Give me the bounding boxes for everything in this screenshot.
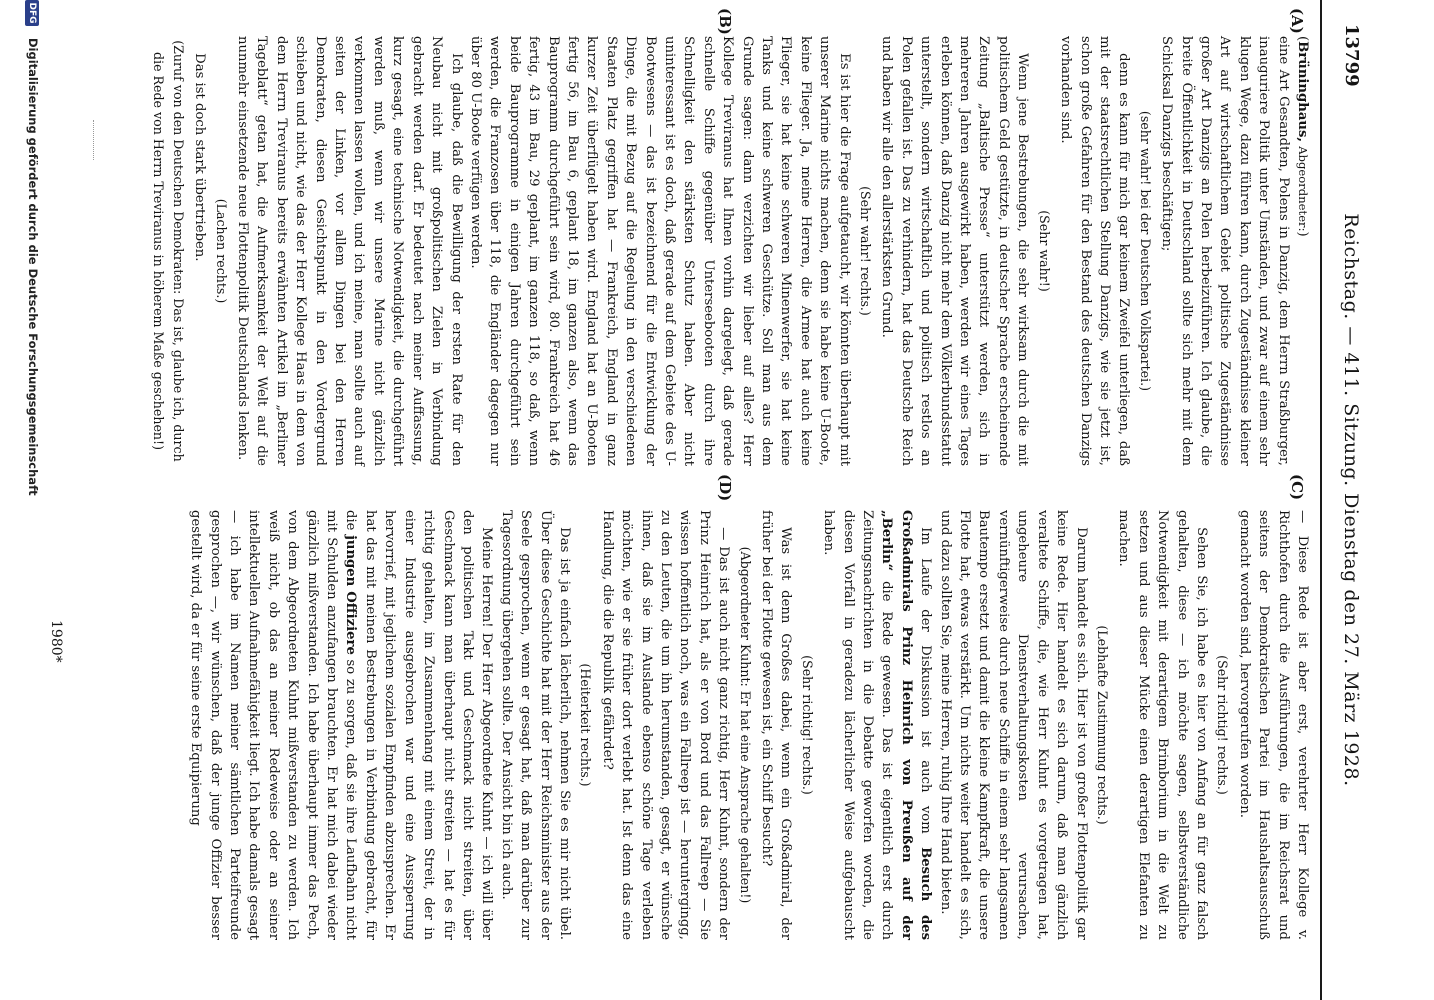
interjection: (Heiterkeit rechts.) (578, 663, 594, 787)
interjection: (Lachen rechts.) (213, 198, 229, 304)
paragraph: Ich glaube, daß die Bewilligung der ersten Rate für den Neubau nicht mit großpolitischen Zielen in Verbindung gebracht werden darf. Er bedeutet nach meiner Auffassung, kurz gesagt, eine technische Notwendigkeit, die durchgeführt werden muß, wenn wir unsere Marine nicht gänzlich verkommen lassen wollen, und ich meine, man sollte auch auf seiten der Linken, vor allem Dingen bei den Herren Demokraten, diesen Gesichtspunkt in den Vordergrund schieben und nicht, wie das der Herr Kollege Haas in dem von dem Herrn Treviranus bereits erwähnten Artikel im „Berliner Tageblatt“ getan hat, die Aufmerksamkeit der Welt auf die nunmehr einsetzende neue Flottenpolitik Deutschlands lenken. (235, 36, 464, 466)
paragraph: Im Laufe der Diskussion ist auch vom Besuch des Großadmirals Prinz Heinrich von Preußen auf der „Berlin“ die Rede gewesen. Das ist eigentlich erst durch Zeitungsnachrichten in die Debatte geworfen worden, die diesen Vorfall in geradezu lächerlicher Weise aufgebauscht haben. (821, 510, 934, 940)
paragraph: Was ist denn Großes dabei, wenn ein Großadmiral, der früher bei der Flotte gewesen ist, ein Schiff besucht? (759, 510, 794, 940)
margin-letter-c: (C) (1288, 474, 1306, 501)
page-number: 13799 (1341, 24, 1362, 87)
sheet-mark: 1980* (48, 620, 64, 663)
right-column (186, 510, 1312, 940)
paragraph: — Diese Rede ist aber erst, verehrter Herr Kollege v. Richthofen durch die Ausführungen, die im Reichsrat und seitens der Demokratischen Partei im Haushaltsausschuß gemacht worden sind, hervorgerufen worden. (1236, 510, 1310, 940)
interjection: (Sehr wahr!) (1036, 210, 1052, 292)
paragraph: Darum handelt es sich. Hier ist von großer Flottenpolitik gar keine Rede. Hier handelt es sich darum, daß man gänzlich veraltete Schiffe, die, wie Herr Kuhnt es vorgetragen hat, ungeheure Dienstverhaltungskosten verursachen, vernünftigerweise durch neue Schiffe in einem sehr langsamen Bautempo ersetzt und damit die kleine Kampfkraft, die unsere Flotte hat, etwas verstärkt. Um nichts weiter handelt es sich, und dazu sollten Sie, meine Herren, ruhig Ihre Hand bieten. (937, 510, 1089, 940)
interjection: (Sehr richtig! rechts.) (1215, 655, 1231, 795)
interjection: (Zuruf von den Deutschen Demokraten: Das ist, glaube ich, durch die Rede von Herrn Treviranus in höherem Maße geschehen!) (151, 40, 186, 462)
margin-letter-b: (B) (716, 8, 734, 35)
speaker-name: Brüninghaus, (1295, 41, 1310, 142)
interjection: (Sehr richtig! rechts.) (799, 655, 815, 795)
speaker-line: (Brüninghaus, Abgeordneter:) (1295, 36, 1310, 237)
interjection: (Lebhafte Zustimmung rechts.) (1094, 625, 1110, 825)
digitization-credit-text: Digitalisierung gefördert durch die Deutsche Forschungsgemeinschaft (26, 38, 40, 496)
emphasis: jungen Offiziere (343, 535, 359, 655)
paragraph: Es ist hier die Frage aufgetaucht, wir könnten überhaupt mit unserer Marine nichts machen, denn sie habe keine U-Boote, keine Flieger. Ja, meine Herren, die Armee hat auch keine Flieger, sie hat keine schweren Minenwerfer, sie hat keine Tanks und keine schweren Geschütze. Soll man aus dem Grunde sagen: dann verzichten wir lieber auf alles? Herr Kollege Treviranus hat Ihnen vorhin dargelegt, daß gerade schnelle Schiffe gegenüber Unterseebooten durch ihre Schnelligkeit den stärksten Schutz haben. Aber nicht uninteressant ist es doch, daß gerade auf dem Gebiete des U-Bootwesens — das ist bezeichnend für die Entwicklung der Dinge, die mit Bezug auf die Regelung in den verschiedenen Staaten Platz gegriffen hat — Frankreich, England in ganz kurzer Zeit überflügelt haben wird. England hat an U-Booten fertig 56, im Bau 6, geplant 18, im ganzen also, wenn das Bauprogramm durchgeführt sein wird, 80. Frankreich hat 46 fertig, 43 im Bau, 29 geplant, im ganzen 118, so daß, wenn beide Bauprogramme in einigen Jahren durchgeführt sein werden, die Franzosen über 118, die Engländer dagegen nur über 80 U-Boote verfügen werden. (467, 36, 852, 466)
paragraph: Das ist doch stark übertrieben. (192, 53, 208, 262)
speaker-role: Abgeordneter: (1296, 146, 1310, 232)
dfg-logo-icon: DFG (26, 0, 40, 26)
paragraph: denn es kann für mich gar keinem Zweifel unterliegen, daß mit der staatsrechtlichen Stellung Danzigs, wie sie jetzt ist, schon große Gefahren für den Bestand des deutschen Danzigs vorhanden sind. (1058, 36, 1132, 466)
interjection: (Sehr wahr! rechts.) (858, 186, 874, 316)
interjection: (Abgeordneter Kuhnt: Er hat eine Ansprache gehalten!) (737, 546, 753, 904)
paragraph: Das ist ja einfach lächerlich, nehmen Sie es mir nicht übel. Über diese Geschichte hat mit der Herr Reichsminister aus der Seele gesprochen, wenn er gesagt hat, daß man darüber zur Tagesordnung übergehen sollte. Der Ansicht bin ich auch. (498, 510, 572, 940)
scan-artifact (87, 120, 94, 160)
paragraph: Wenn jene Bestrebungen, die sehr wirksam durch die mit politischem Geld gestützte, in deutscher Sprache erscheinende Zeitung „Baltische Presse“ unterstützt werden, sich in mehreren Jahren ausgewirkt haben, werden wir eines Tages erleben können, daß Danzig nicht mehr dem Völkerbundsstatut unterstellt, sondern wirtschaftlich und politisch restlos an Polen gefallen ist. Das zu verhindern, hat das Deutsche Reich und haben wir alle den allerstärksten Grund. (879, 36, 1031, 466)
margin-letter-a: (A) (1288, 8, 1306, 34)
paragraph: eine Art Gesandten, Polens in Danzig, dem Herrn Straßburger, inauguriere Politik unter Umständen, und zwar auf einem sehr klugen Wege, dazu führen kann, durch Zugeständnisse kleiner Art auf wirtschaftlichem Gebiet politische Zugeständnisse großer Art Danzigs an Polen herbeizuführen. Ich glaube, die breite Öffentlichkeit in Deutschland sollte sich mehr mit dem Schicksal Danzigs beschäftigen; (1159, 36, 1291, 466)
page-header (1320, 0, 1374, 1000)
emphasis: Besuch des Großadmirals Prinz Heinrich von Preußen auf der „Berlin“ (879, 510, 934, 940)
paragraph: Meine Herren! Der Herr Abgeordnete Kuhnt — ich will über den politischen Takt und Geschmack nicht streiten, über Geschmack kann man überhaupt nicht streiten — hat es für richtig gehalten, im Zusammenhang mit einem Streit, der in einer Industrie ausgebrochen war und eine Aussperrung hervorrief, mit jeglichem sozialen Empfinden abzusprechen. Er hat das mit meinen Bestrebungen in Verbindung gebracht, für die jungen Offiziere so zu sorgen, daß sie ihre Laufbahn nicht mit Schulden anzufangen brauchten. Er hat mich dabei wieder gänzlich mißverstanden. Ich habe überhaupt immer das Pech, von dem Abgeordneten Kuhnt mißverstanden zu werden. Ich weiß nicht, ob das an meiner Redeweise oder an seiner intellektuellen Aufnahmefähigkeit liegt. Ich habe damals gesagt — ich habe im Namen meiner sämtlichen Parteifreunde gesprochen —, wir wünschen, daß der junge Offizier besser gestellt wird, da er für seine erste Equipierung (188, 510, 495, 940)
paragraph: Sehen Sie, ich habe es hier von Anfang an für ganz falsch gehalten, diese — ich möchte sagen, selbstverständliche Notwendigkeit mit derartigem Brimborium in die Welt zu setzen und aus dieser Mücke einen derartigen Elefanten zu machen. (1116, 510, 1209, 940)
interjection: (sehr wahr! bei der Deutschen Volkspartei.) (1137, 110, 1153, 392)
paragraph: — Das ist auch nicht ganz richtig, Herr Kuhnt, sondern der Prinz Heinrich hat, als er von Bord und das Fallreep — Sie wissen hoffentlich noch, was ein Fallreep ist — heruntergingg, zu den Leuten, die um ihn herumstanden, gesagt, er wünsche ihnen, daß sie im Auslande ebenso schöne Tage verleben möchten, wie er sie früher dort verlebt hat. Ist denn das eine Handlung, die die Republik gefährdet? (599, 510, 732, 940)
left-column (147, 36, 1312, 466)
margin-letter-d: (D) (716, 474, 734, 502)
digitization-credit (20, 0, 40, 1000)
session-title: Reichstag. — 411. Sitzung. Dienstag den 27. März 1928. (1340, 213, 1362, 787)
